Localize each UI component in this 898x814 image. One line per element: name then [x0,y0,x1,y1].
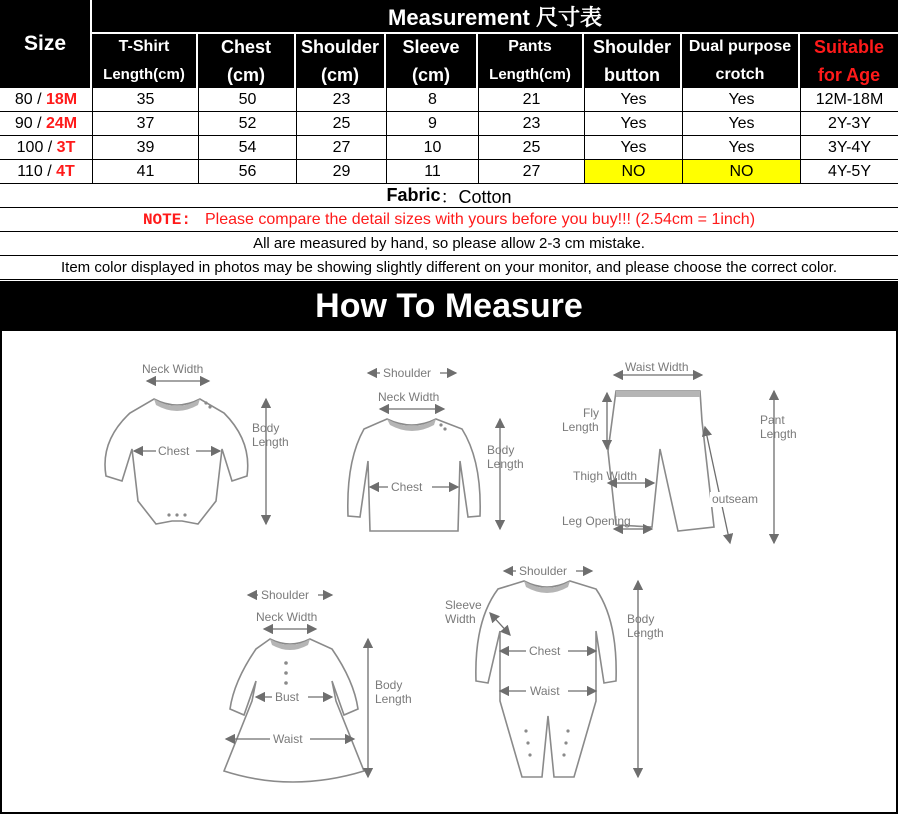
col-header-shoulder-button: Shoulder button [584,34,680,88]
dress-neck-label: Neck Width [256,610,318,624]
pants-outseam-label: outseam [712,492,759,506]
romper-body-label-1: Body [627,612,655,626]
size-label: 18M [46,90,78,108]
pants-diagram [562,360,797,543]
table-cell: Yes [584,88,682,111]
fabric-label: Fabric [386,185,441,205]
tshirt-chest-label: Chest [391,480,423,494]
bodysuit-chest-label: Chest [158,444,190,458]
romper-diagram [445,564,664,777]
table-cell: 56 [198,160,296,183]
table-cell: 52 [198,112,296,135]
col-header-suitable-age: Suitable for Age [800,34,898,88]
table-cell: NO [584,160,682,183]
col-header-tshirt-length: T-Shirt Length(cm) [92,34,196,88]
table-cell: 11 [386,160,478,183]
romper-waist-label: Waist [530,684,560,698]
table-cell: Yes [682,112,800,135]
table-cell: Yes [584,136,682,159]
size-number: 90 / [14,114,46,132]
romper-body-label-2: Length [627,626,664,640]
table-cell: 37 [92,112,198,135]
table-cell: 21 [478,88,584,111]
tshirt-body-label-1: Body [487,443,515,457]
table-header [0,0,898,88]
dress-shoulder-label: Shoulder [261,588,310,602]
size-label: 24M [46,114,78,132]
romper-shoulder-label: Shoulder [519,564,568,578]
table-cell: Yes [682,88,800,111]
table-cell: 39 [92,136,198,159]
table-cell: 10 [386,136,478,159]
note-row [0,208,898,232]
table-cell: 8 [386,88,478,111]
size-label: 4T [56,162,75,180]
size-number: 80 / [14,90,46,108]
pants-leg-opening-label: Leg Opening [562,514,631,528]
pants-length-label-2: Length [760,427,797,441]
table-cell: 2Y-3Y [800,112,898,135]
table-cell: Yes [584,112,682,135]
size-cell [0,160,92,183]
measure-diagrams [0,331,898,814]
romper-chest-label: Chest [529,644,561,658]
measurement-title: Measurement 尺寸表 [92,0,898,32]
dress-body-label-2: Length [375,692,412,706]
size-number: 110 / [17,162,57,180]
table-cell: 50 [198,88,296,111]
romper-sleeve-label-2: Width [445,612,476,626]
pants-waist-label: Waist Width [625,360,689,374]
note-label: NOTE: [142,210,191,229]
pants-fly-label-1: Fly [583,406,599,420]
pants-fly-label-2: Length [562,420,599,434]
tshirt-neck-label: Neck Width [378,390,440,404]
pants-length-label-1: Pant [760,413,785,427]
table-row [0,88,898,112]
table-cell: 23 [478,112,584,135]
bodysuit-body-label-1: Body [252,421,280,435]
tshirt-diagram [348,366,524,531]
size-cell [0,112,92,135]
romper-sleeve-label-1: Sleeve [445,598,482,612]
table-cell: 25 [296,112,386,135]
table-cell: 29 [296,160,386,183]
col-header-chest: Chest (cm) [198,34,294,88]
tshirt-shoulder-label: Shoulder [383,366,432,380]
table-cell: 23 [296,88,386,111]
col-header-shoulder: Shoulder (cm) [296,34,384,88]
bodysuit-body-label-2: Length [252,435,289,449]
dress-diagram [224,588,412,782]
how-to-measure-title: How To Measure [0,281,898,331]
table-cell: 3Y-4Y [800,136,898,159]
hand-measure-note: All are measured by hand, so please allow 2-3 cm mistake. [0,232,898,256]
table-row [0,112,898,136]
dress-bust-label: Bust [275,690,300,704]
pants-thigh-label: Thigh Width [573,469,638,483]
bodysuit-diagram [105,362,289,524]
dress-body-label-1: Body [375,678,403,692]
note-text: Please compare the detail sizes with yours before you buy!!! (2.54cm = 1inch) [204,210,756,228]
col-header-pants-length: Pants Length(cm) [478,34,582,88]
fabric-value: ：Cotton [440,186,512,207]
fabric-row [0,184,898,208]
size-number: 100 / [16,138,57,156]
table-cell: 27 [478,160,584,183]
dress-waist-label: Waist [273,732,303,746]
table-cell: 27 [296,136,386,159]
bodysuit-neck-label: Neck Width [142,362,204,376]
size-cell [0,88,92,111]
tshirt-body-label-2: Length [487,457,524,471]
table-cell: 54 [198,136,296,159]
table-cell: Yes [682,136,800,159]
table-cell: 12M-18M [800,88,898,111]
size-label: 3T [56,138,76,156]
table-cell: 41 [92,160,198,183]
table-row [0,160,898,184]
col-header-sleeve: Sleeve (cm) [386,34,476,88]
table-cell: 4Y-5Y [800,160,898,183]
size-cell [0,136,92,159]
table-cell: 9 [386,112,478,135]
table-cell: 35 [92,88,198,111]
col-header-dual-purpose-crotch: Dual purpose crotch [682,34,798,88]
color-disclaimer: Item color displayed in photos may be showing slightly different on your monitor, and please choose the correct color. [0,256,898,280]
table-cell: 25 [478,136,584,159]
size-column-header: Size [0,0,90,88]
table-cell: NO [682,160,800,183]
table-row [0,136,898,160]
